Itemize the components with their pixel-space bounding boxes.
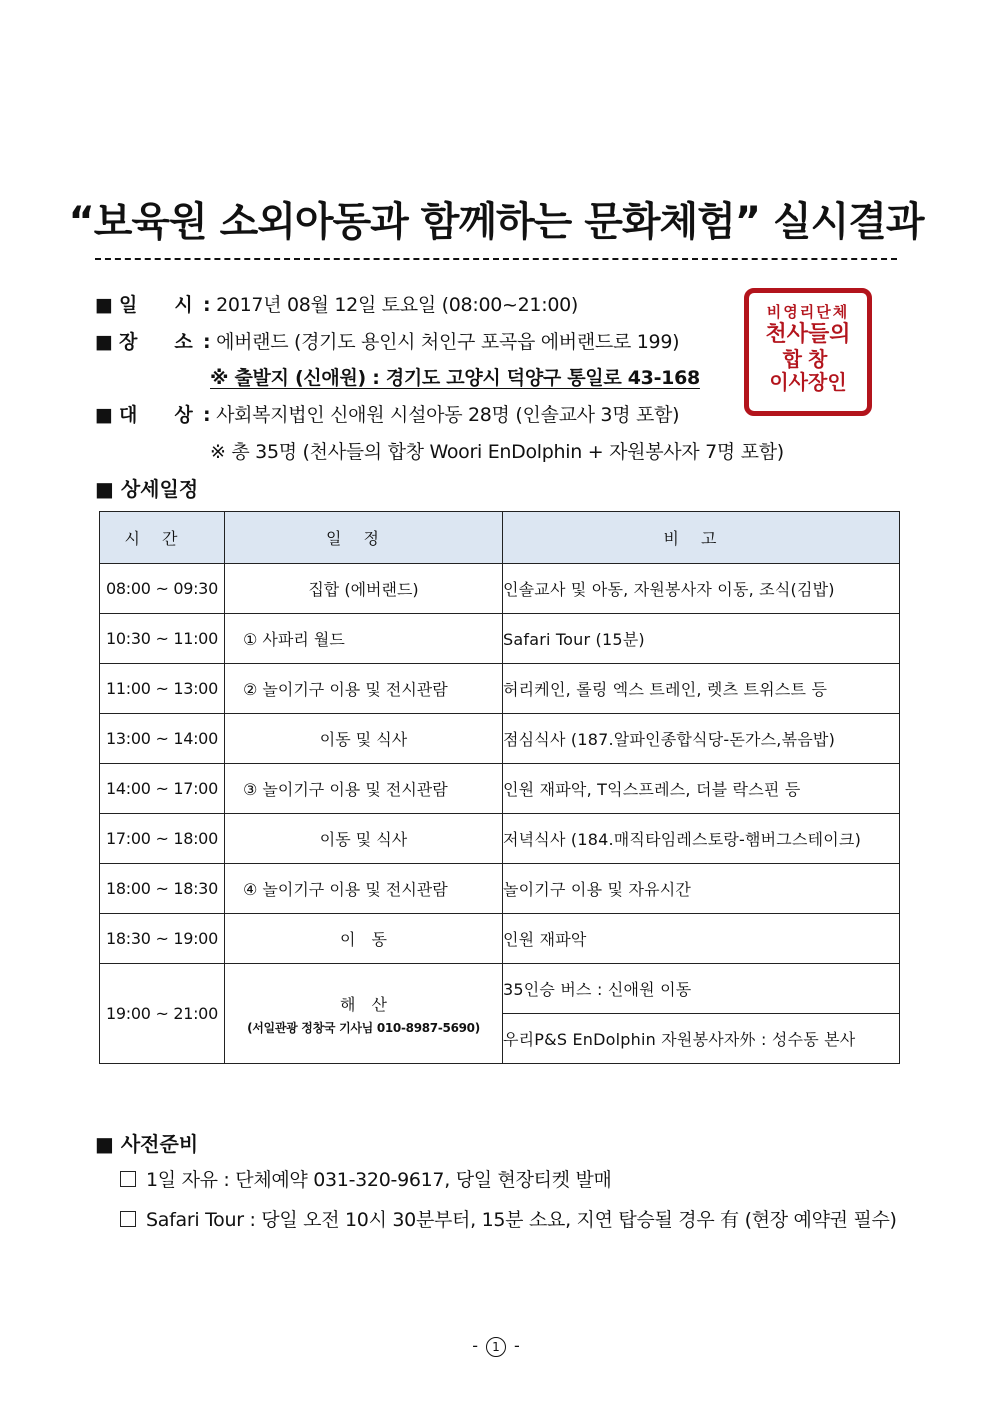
table-row — [100, 864, 900, 914]
info-date-key: ■ 일 시 — [95, 294, 193, 316]
cell-activity: ② 놀이기구 이용 및 전시관람 — [225, 664, 503, 714]
info-place-key: ■ 장 소 — [95, 331, 193, 353]
cell-time: 11:00 ~ 13:00 — [100, 664, 225, 714]
cell-time: 18:00 ~ 18:30 — [100, 864, 225, 914]
page-number — [0, 1336, 992, 1357]
table-row — [100, 964, 900, 1014]
header-note: 비고 — [503, 512, 900, 564]
cell-note: Safari Tour (15분) — [503, 614, 900, 664]
table-row — [100, 714, 900, 764]
page-dash-right: - — [514, 1336, 520, 1355]
target-note: ※ 총 35명 (천사들의 합창 Woori EnDolphin + 자원봉사자 7명 포함) — [210, 441, 784, 463]
header-time: 시간 — [100, 512, 225, 564]
cell-time: 14:00 ~ 17:00 — [100, 764, 225, 814]
cell-time: 18:30 ~ 19:00 — [100, 914, 225, 964]
checkbox-icon — [120, 1211, 136, 1227]
seal-line-4: 이사장인 — [769, 370, 847, 394]
info-date-value: 2017년 08월 12일 토요일 (08:00~21:00) — [216, 294, 579, 316]
page-dash-left: - — [472, 1336, 478, 1355]
cell-activity: 이 동 — [225, 914, 503, 964]
departure-note: ※ 출발지 (신애원) : 경기도 고양시 덕양구 통일로 43-168 — [210, 367, 700, 389]
seal-line-2: 천사들의 — [765, 322, 851, 347]
separator: : — [203, 294, 211, 316]
info-target-value: 사회복지법인 신애원 시설아동 28명 (인솔교사 3명 포함) — [216, 404, 680, 426]
info-target — [95, 400, 679, 427]
prep-heading: ■ 사전준비 — [95, 1132, 199, 1156]
info-target-key: ■ 대 상 — [95, 404, 193, 426]
table-row — [100, 914, 900, 964]
table-header-row — [100, 512, 900, 564]
cell-note: 인원 재파악 — [503, 914, 900, 964]
cell-activity: ③ 놀이기구 이용 및 전시관람 — [225, 764, 503, 814]
info-place — [95, 327, 679, 354]
table-row — [100, 614, 900, 664]
cell-note: 인원 재파악, T익스프레스, 더블 락스핀 등 — [503, 764, 900, 814]
table-row — [100, 564, 900, 614]
organization-seal — [744, 288, 872, 416]
table-row — [100, 814, 900, 864]
schedule-table — [99, 511, 900, 1064]
cell-time: 13:00 ~ 14:00 — [100, 714, 225, 764]
table-row — [100, 764, 900, 814]
prep-item — [120, 1165, 612, 1192]
prep-item-text: Safari Tour : 당일 오전 10시 30분부터, 15분 소요, 지연 탑승될 경우 有 (현장 예약권 필수) — [146, 1209, 897, 1231]
prep-item — [120, 1205, 897, 1232]
cell-note: 35인승 버스 : 신애원 이동 — [503, 964, 900, 1014]
cell-activity — [225, 964, 503, 1064]
info-place-value: 에버랜드 (경기도 용인시 처인구 포곡읍 에버랜드로 199) — [216, 331, 680, 353]
cell-activity: 집합 (에버랜드) — [225, 564, 503, 614]
bus-driver-contact: (서일관광 정창국 기사님 010-8987-5690) — [247, 1020, 480, 1035]
cell-activity: 이동 및 식사 — [225, 814, 503, 864]
separator: : — [203, 404, 211, 426]
cell-time: 10:30 ~ 11:00 — [100, 614, 225, 664]
cell-time: 19:00 ~ 21:00 — [100, 964, 225, 1064]
document-title: “보육원 소외아동과 함께하는 문화체험” 실시결과 — [68, 199, 924, 245]
table-row — [100, 664, 900, 714]
checkbox-icon — [120, 1171, 136, 1187]
header-activity: 일정 — [225, 512, 503, 564]
title-divider — [95, 258, 897, 260]
dismissal-label: 해 산 — [340, 994, 387, 1014]
cell-time: 17:00 ~ 18:00 — [100, 814, 225, 864]
separator: : — [203, 331, 211, 353]
cell-activity: ④ 놀이기구 이용 및 전시관람 — [225, 864, 503, 914]
cell-activity: ① 사파리 월드 — [225, 614, 503, 664]
cell-note: 허리케인, 롤링 엑스 트레인, 렛츠 트위스트 등 — [503, 664, 900, 714]
cell-note: 우리P&S EnDolphin 자원봉사자外 : 성수동 본사 — [503, 1014, 900, 1064]
cell-note: 놀이기구 이용 및 자유시간 — [503, 864, 900, 914]
info-date — [95, 290, 578, 317]
seal-line-1: 비영리단체 — [766, 303, 850, 321]
cell-note: 저녁식사 (184.매직타임레스토랑-햄버그스테이크) — [503, 814, 900, 864]
page-number-value: 1 — [486, 1337, 506, 1357]
cell-time: 08:00 ~ 09:30 — [100, 564, 225, 614]
cell-note: 인솔교사 및 아동, 자원봉사자 이동, 조식(김밥) — [503, 564, 900, 614]
schedule-heading: ■ 상세일정 — [95, 477, 199, 501]
seal-line-3: 합창 — [782, 347, 834, 371]
cell-note: 점심식사 (187.알파인종합식당-돈가스,볶음밥) — [503, 714, 900, 764]
prep-item-text: 1일 자유 : 단체예약 031-320-9617, 당일 현장티켓 발매 — [146, 1169, 612, 1191]
cell-activity: 이동 및 식사 — [225, 714, 503, 764]
